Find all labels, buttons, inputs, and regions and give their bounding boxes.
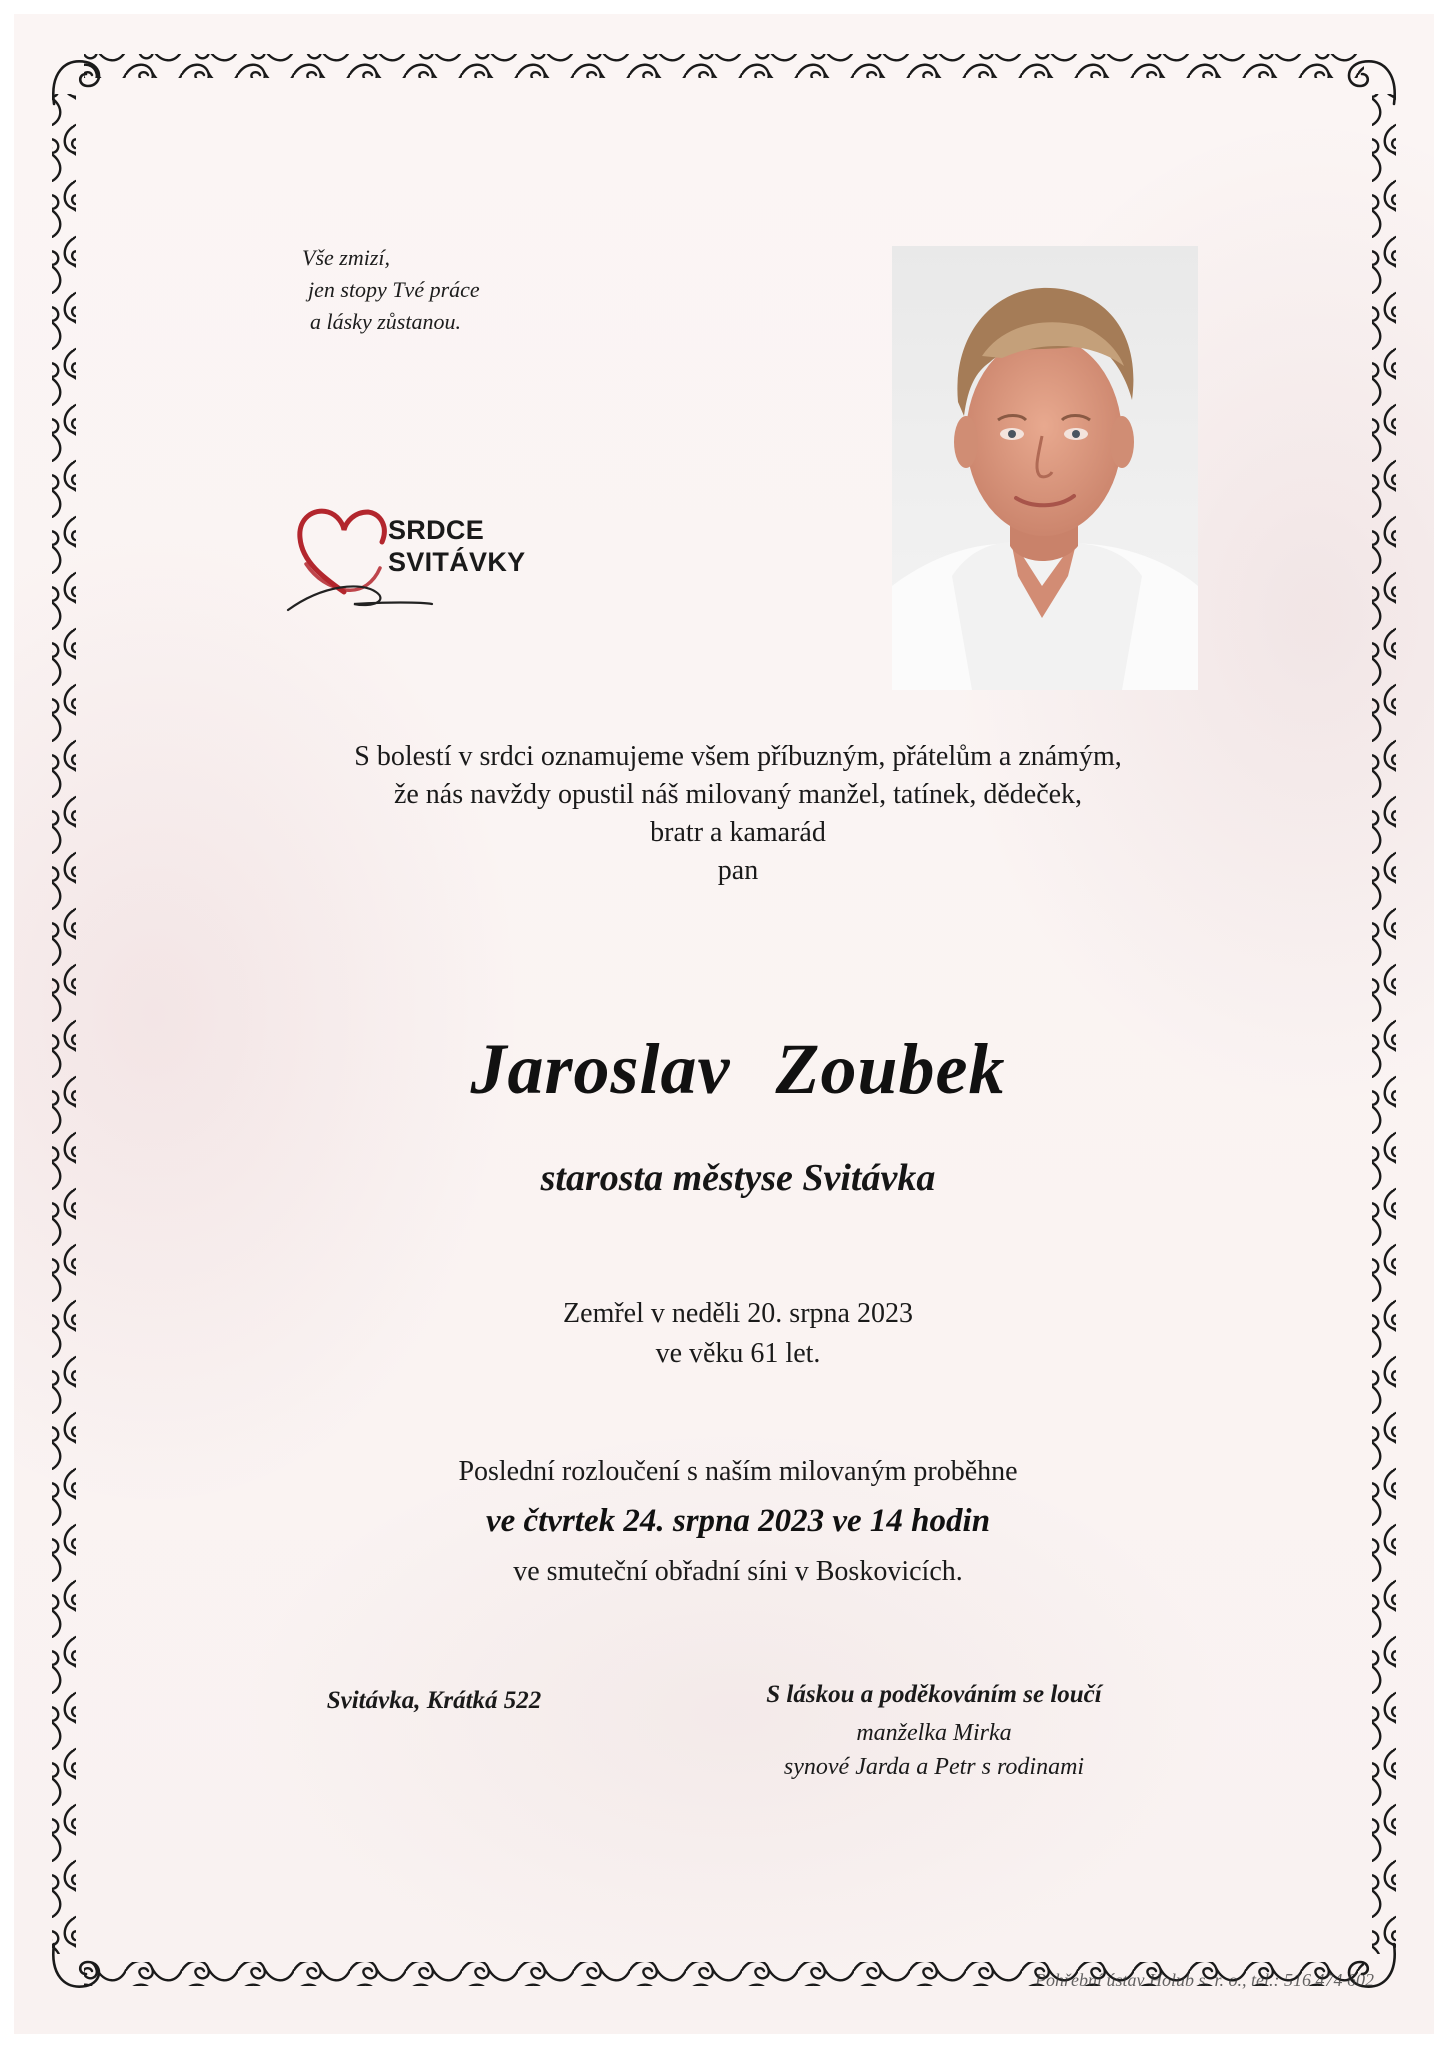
farewell-line: manželka Mirka <box>856 1720 1012 1746</box>
logo-text <box>388 514 525 578</box>
death-info <box>214 1294 1262 1374</box>
death-age: ve věku 61 let. <box>655 1338 821 1369</box>
funeral-info <box>214 1452 1262 1592</box>
announcement-line: pan <box>717 855 759 886</box>
motto-line: jen stopy Tvé práce <box>308 277 480 302</box>
logo-line: SVITÁVKY <box>388 547 526 577</box>
announcement-line: S bolestí v srdci oznamujeme všem příbuzným, přátelům a známým, <box>354 741 1122 772</box>
announcement <box>214 738 1262 890</box>
announcement-line: bratr a kamarád <box>650 817 826 848</box>
address: Svitávka, Krátká 522 <box>326 1687 542 1714</box>
motto-line: a lásky zůstanou. <box>310 309 461 334</box>
funeral-place: ve smuteční obřadní síni v Boskovicích. <box>513 1556 963 1587</box>
funeral-home-imprint: Pohřební ústav Holub s. r. o., tel.: 516 474 602 <box>1035 1970 1374 1990</box>
portrait-photo <box>892 246 1198 690</box>
border-left <box>52 94 76 1954</box>
farewell-line: synové Jarda a Petr s rodinami <box>783 1754 1085 1780</box>
portrait-icon <box>892 246 1198 690</box>
motto <box>302 242 632 338</box>
border-top <box>84 54 1364 78</box>
funeral-intro: Poslední rozloučení s naším milovaným proběhne <box>458 1456 1018 1487</box>
deceased-name: Jaroslav Zoubek <box>470 1029 1006 1109</box>
farewell-heading: S láskou a poděkováním se loučí <box>766 1681 1102 1708</box>
farewell <box>714 1678 1154 1784</box>
motto-line: Vše zmizí, <box>302 245 390 270</box>
announcement-line: že nás navždy opustil náš milovaný manžel, tatínek, dědeček, <box>393 779 1083 810</box>
logo-line: SRDCE <box>388 515 485 545</box>
obituary-sheet <box>14 14 1434 2034</box>
deceased-title: starosta městyse Svitávka <box>540 1157 936 1199</box>
srdce-svitavky-logo <box>284 498 544 618</box>
funeral-datetime: ve čtvrtek 24. srpna 2023 ve 14 hodin <box>485 1503 991 1539</box>
border-right <box>1372 94 1396 1954</box>
death-date: Zemřel v neděli 20. srpna 2023 <box>563 1298 913 1329</box>
